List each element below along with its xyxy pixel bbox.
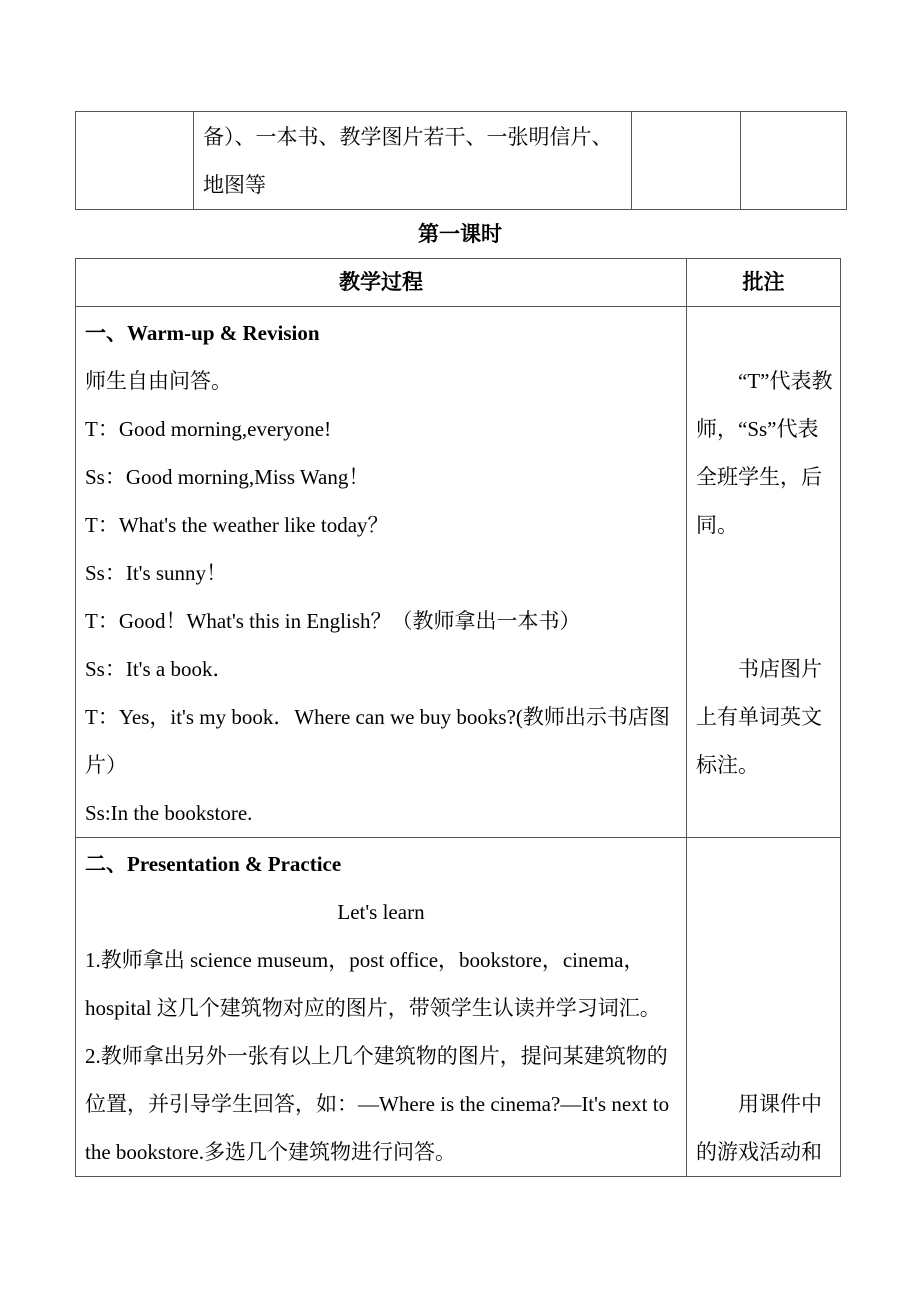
section-heading: 二、Presentation & Practice [85, 852, 342, 876]
note-line: 上有单词英文 [696, 705, 822, 729]
note-line [696, 789, 831, 837]
text-line: hospital 这几个建筑物对应的图片，带领学生认读并学习词汇。 [85, 996, 661, 1020]
text-line: Ss：It's a book． [85, 657, 234, 681]
empty-cell [76, 112, 194, 210]
note-line [696, 984, 831, 1032]
note-line [696, 936, 831, 984]
note-line: 用课件中 [738, 1092, 822, 1116]
text-line: 位置，并引导学生回答，如：—Where is the cinema?—It's next to [85, 1092, 670, 1116]
header-row [76, 259, 841, 307]
lesson-table [75, 258, 841, 1177]
text-line: 1.教师拿出 science museum，post office，bookstore，cinema， [85, 948, 645, 972]
text-line: T：Good morning,everyone! [85, 417, 332, 441]
subheading: Let's learn [337, 900, 425, 924]
table-row [76, 307, 841, 838]
notes-cell [687, 838, 841, 1177]
text-line: 备）、一本书、教学图片若干、一张明信片、 [203, 125, 613, 149]
process-cell [76, 307, 687, 838]
materials-cell [194, 112, 632, 210]
note-line [696, 888, 831, 936]
text-line: 师生自由问答。 [85, 369, 232, 393]
header-process: 教学过程 [76, 259, 687, 307]
note-line: 师，“Ss”代表 [696, 417, 819, 441]
section-title: 第一课时 [418, 222, 502, 246]
note-line [696, 1032, 831, 1080]
text-line: 2.教师拿出另外一张有以上几个建筑物的图片，提问某建筑物的 [85, 1044, 668, 1068]
note-line: 标注。 [696, 753, 759, 777]
text-line: Ss:In the bookstore. [85, 801, 253, 825]
note-line: 全班学生，后 [696, 465, 822, 489]
notes-cell [687, 307, 841, 838]
empty-cell [632, 112, 741, 210]
process-cell [76, 838, 687, 1177]
text-line: Ss：It's sunny！ [85, 561, 228, 585]
note-line [696, 840, 831, 888]
header-notes: 批注 [687, 259, 841, 307]
materials-table [75, 111, 847, 210]
note-line: “T”代表教 [738, 369, 833, 393]
text-line: T：Good！What's this in English？（教师拿出一本书） [85, 609, 581, 633]
section-heading: 一、Warm-up & Revision [85, 321, 320, 345]
table-row [76, 838, 841, 1177]
text-line: T：What's the weather like today？ [85, 513, 389, 537]
text-line: 地图等 [203, 173, 266, 197]
text-line: 片） [85, 753, 127, 777]
note-line: 的游戏活动和 [696, 1140, 822, 1164]
empty-cell [741, 112, 847, 210]
note-line: 同。 [696, 513, 738, 537]
note-line [696, 597, 831, 645]
text-line: T：Yes，it's my book．Where can we buy books?(教师出示书店图 [85, 705, 670, 729]
note-line: 书店图片 [738, 657, 822, 681]
note-line [696, 309, 831, 357]
text-line: Ss：Good morning,Miss Wang！ [85, 465, 370, 489]
note-line [696, 549, 831, 597]
text-line: the bookstore.多选几个建筑物进行问答。 [85, 1140, 456, 1164]
